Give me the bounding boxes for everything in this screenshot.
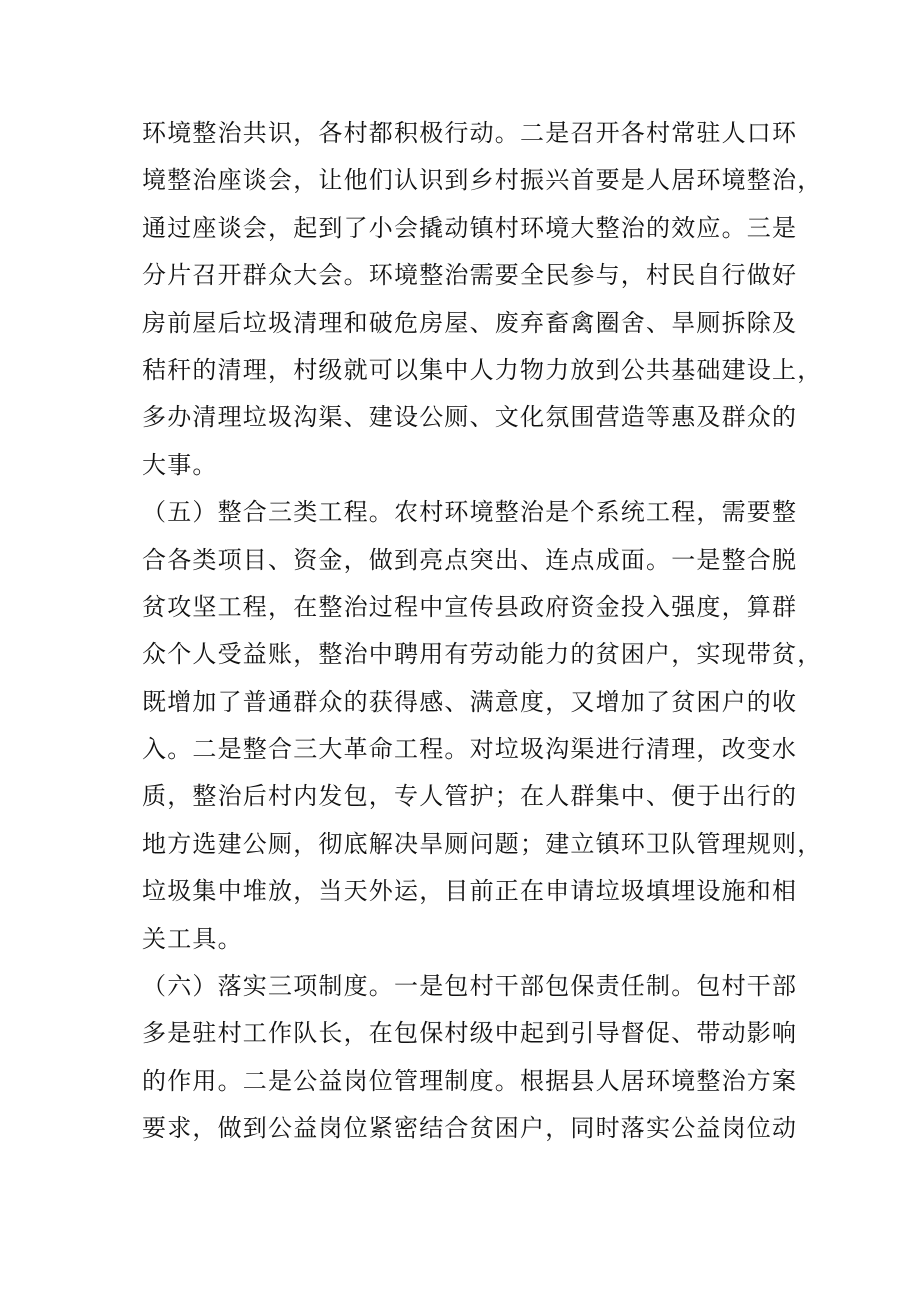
text-line: 入。二是整合三大革命工程。对垃圾沟渠进行清理，改变水 <box>142 735 798 764</box>
text-line: 分片召开群众大会。环境整治需要全民参与，村民自行做好 <box>142 261 798 290</box>
text-line: 质，整治后村内发包，专人管护；在人群集中、便于出行的 <box>142 782 798 811</box>
text-line: 地方选建公厕，彻底解决旱厕问题；建立镇环卫队管理规则， <box>142 829 823 858</box>
text-line: 既增加了普通群众的获得感、满意度，又增加了贫困户的收 <box>142 687 798 716</box>
text-line: 通过座谈会，起到了小会撬动镇村环境大整治的效应。三是 <box>142 213 798 242</box>
text-line: 要求，做到公益岗位紧密结合贫困户，同时落实公益岗位动 <box>142 1114 798 1143</box>
text-line: 秸秆的清理，村级就可以集中人力物力放到公共基础建设上， <box>142 355 823 384</box>
text-line: 大事。 <box>142 450 218 479</box>
section-heading-line: （六）落实三项制度。一是包村干部包保责任制。包村干部 <box>142 972 798 1001</box>
text-line: 贫攻坚工程，在整治过程中宣传县政府资金投入强度，算群 <box>142 592 798 621</box>
text-line: 多是驻村工作队长，在包保村级中起到引导督促、带动影响 <box>142 1019 798 1048</box>
text-line: 的作用。二是公益岗位管理制度。根据县人居环境整治方案 <box>142 1066 798 1095</box>
text-line: 房前屋后垃圾清理和破危房屋、废弃畜禽圈舍、旱厕拆除及 <box>142 308 798 337</box>
text-line: 多办清理垃圾沟渠、建设公厕、文化氛围营造等惠及群众的 <box>142 403 798 432</box>
text-line: 关工具。 <box>142 924 243 953</box>
text-line: 合各类项目、资金，做到亮点突出、连点成面。一是整合脱 <box>142 545 798 574</box>
text-line: 境整治座谈会，让他们认识到乡村振兴首要是人居环境整治， <box>142 166 823 195</box>
section-heading-line: （五）整合三类工程。农村环境整治是个系统工程，需要整 <box>142 498 798 527</box>
body-text <box>142 110 823 1153</box>
text-line: 众个人受益账，整治中聘用有劳动能力的贫困户，实现带贫， <box>142 640 823 669</box>
text-line: 环境整治共识，各村都积极行动。二是召开各村常驻人口环 <box>142 119 798 147</box>
text-line: 垃圾集中堆放，当天外运，目前正在申请垃圾填埋设施和相 <box>142 877 798 906</box>
